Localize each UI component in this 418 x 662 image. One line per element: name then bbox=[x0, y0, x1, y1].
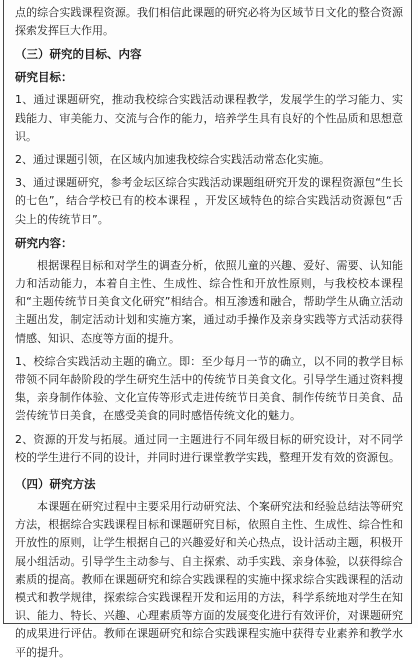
goal-1: 1、通过课题研究，推动我校综合实践活动课程教学，发展学生的学习能力、实践能力、审美能力、交流与合作的能力，培养学生具有良好的个性品质和思想意识。 bbox=[15, 93, 403, 143]
goals-heading: 研究目标： bbox=[15, 70, 73, 85]
goal-2: 2、通过课题引领，在区域内加速我校综合实践活动常态化实施。 bbox=[15, 153, 330, 167]
goal-3: 3、通过课题研究，参考金坛区综合实践活动课题组研究开发的课程资源包“生长的七色”，结合学校已有的校本课程 ，开发区域特色的综合实践活动资源包“舌尖上的传统节日”。 bbox=[15, 176, 403, 226]
section-4-title: （四）研究方法 bbox=[15, 477, 96, 492]
content-item-2: 2、资源的开发与拓展。通过同一主题进行不同年级目标的研究设计，对不同学校的学生进行不同的设计，并同时进行课堂教学实践，整理开发有效的资源包。 bbox=[15, 432, 403, 464]
section-3-title: （三）研究的目标、内容 bbox=[15, 47, 142, 62]
content-heading: 研究内容： bbox=[15, 235, 73, 250]
intro-tail-paragraph: 点的综合实践课程资源。我们相信此课题的研究必将为区域节日文化的整合资源探索发挥巨大作用。 bbox=[15, 6, 403, 38]
content-item-1: 1、校综合实践活动主题的确立。即：至少每月一节的确立，以不同的教学目标带领不同年龄阶段的学生研究生活中的传统节日美食文化。引导学生通过资料搜集，亲身制作体验、文化宣传等形式走进传统节日美食、制作传统节日美食、品尝传统节日美食，在感受美食的同时感悟传统文化的魅力。 bbox=[15, 354, 403, 423]
document-frame bbox=[3, 0, 412, 659]
methods-paragraph: 本课题在研究过程中主要采用行动研究法、个案研究法和经验总结法等研究方法，根据综合实践课程目标和课题研究目标，依照自主性、生成性、综合性和开放性的原则，让学生根据自己的兴趣爱好和关心热点，设计活动主题，积极开展小组活动。引导学生主动参与、自主探索、动手实践、亲身体验，以获得综合素质的提高。教师在课题研究和综合实践课程的实施中探求综合实践课程的活动模式和教学规律，探索综合实践课程开发和运用的方法，科学系统地对学生在知识、能力、特长、兴趣、心理素质等方面的发展变化进行有效评价，对课题研究的成果进行评估。教师在课题研究和综合实践课程实施中获得专业素养和教学水平的提升。 bbox=[15, 500, 403, 659]
content-intro-paragraph: 根据课程目标和对学生的调查分析，依照儿童的兴趣、爱好、需要、认知能力和活动能力，本着自主性、生成性、综合性和开放性原则，与我校校本课程和“主题传统节日美食文化研究”相结合。相互渗透和融合，帮助学生从确立活动主题出发，制定活动计划和实施方案，通过动手操作及亲身实践等方式活动获得情感、知识、态度等方面的提升。 bbox=[15, 258, 403, 345]
